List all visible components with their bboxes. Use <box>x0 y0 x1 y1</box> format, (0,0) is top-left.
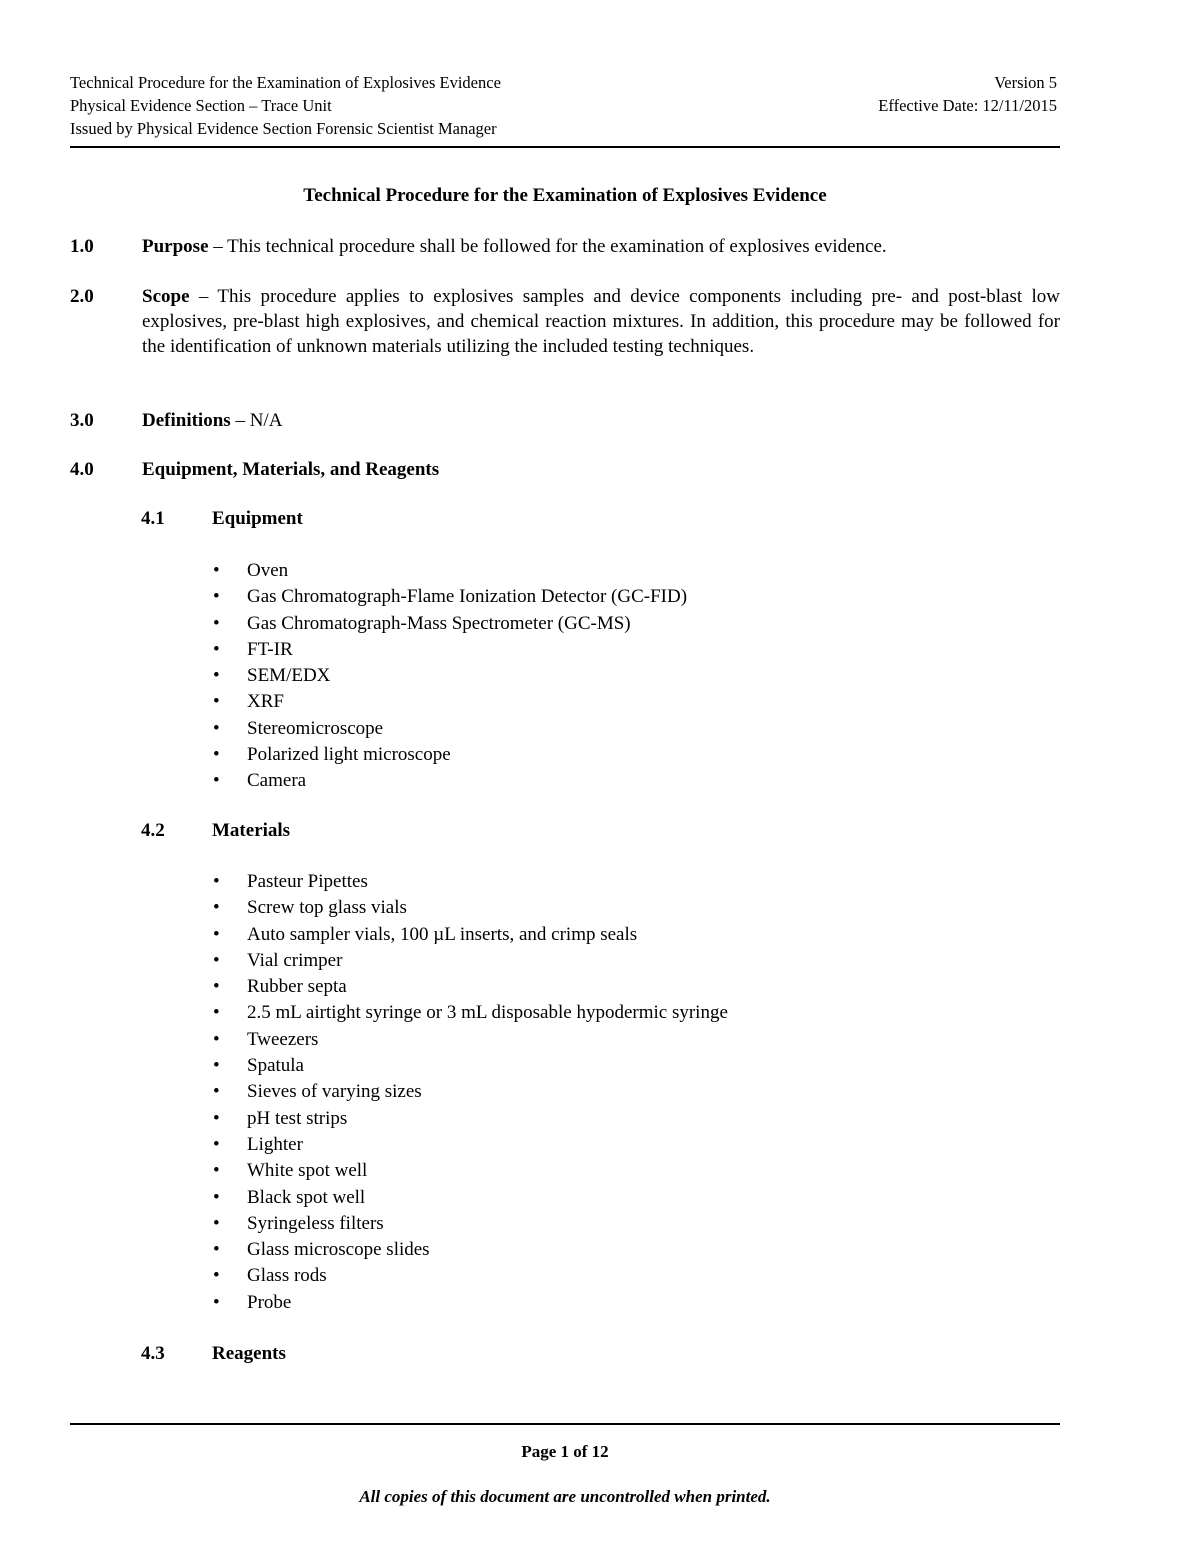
bullet-icon: • <box>213 923 220 945</box>
subsection-number: 4.1 <box>141 508 165 529</box>
list-item <box>213 1237 728 1263</box>
section-number: 4.0 <box>70 459 94 480</box>
section-definitions <box>70 408 1060 433</box>
bullet-icon: • <box>213 1028 220 1050</box>
list-item <box>213 1185 728 1211</box>
list-item <box>213 1132 728 1158</box>
subsection-number: 4.3 <box>141 1343 165 1364</box>
list-item <box>213 637 687 663</box>
section-purpose <box>70 234 1060 259</box>
list-item-text: Black spot well <box>247 1186 366 1208</box>
page-header <box>70 71 1060 140</box>
list-item-text: Auto sampler vials, 100 µL inserts, and crimp seals <box>247 923 638 945</box>
list-item-text: 2.5 mL airtight syringe or 3 mL disposable hypodermic syringe <box>247 1002 728 1024</box>
header-section: Physical Evidence Section – Trace Unit <box>70 96 332 115</box>
list-item <box>213 1263 728 1289</box>
bullet-icon: • <box>213 1239 220 1261</box>
list-item-text: Vial crimper <box>247 949 343 971</box>
list-item-text: Probe <box>247 1291 292 1313</box>
section-heading: Equipment, Materials, and Reagents <box>142 459 440 480</box>
list-item <box>213 558 687 584</box>
bullet-icon: • <box>213 949 220 971</box>
bullet-icon: • <box>213 744 220 766</box>
section-text: – This procedure applies to explosives samples and device components including pre- and post-blast low explosives, pre-blast high explosives, and chemical reaction mixtures. In addition, this procedure may be followed for the identification of unknown materials utilizing the included testing techniques. <box>142 286 1060 357</box>
section-text: – N/A <box>230 410 283 431</box>
list-item-text: Glass microscope slides <box>247 1239 430 1261</box>
bullet-icon: • <box>213 1160 220 1182</box>
list-item-text: Spatula <box>247 1055 304 1077</box>
list-item-text: Glass rods <box>247 1265 327 1287</box>
subsection-heading: Materials <box>212 820 291 841</box>
header-divider <box>70 146 1060 148</box>
section-heading: Scope <box>142 286 190 307</box>
list-item <box>213 1000 728 1026</box>
list-item <box>213 1027 728 1053</box>
list-item <box>213 895 728 921</box>
bullet-icon: • <box>213 1133 220 1155</box>
footer-divider <box>70 1423 1060 1425</box>
section-number: 3.0 <box>70 410 94 431</box>
subsection-materials <box>141 818 290 843</box>
subsection-equipment <box>141 506 303 531</box>
list-item-text: White spot well <box>247 1160 368 1182</box>
list-item-text: Polarized light microscope <box>247 744 451 766</box>
equipment-list <box>213 558 687 795</box>
list-item-text: Screw top glass vials <box>247 897 407 919</box>
list-item <box>213 1211 728 1237</box>
bullet-icon: • <box>213 976 220 998</box>
bullet-icon: • <box>213 1107 220 1129</box>
list-item-text: Tweezers <box>247 1028 319 1050</box>
list-item <box>213 1290 728 1316</box>
page-number: Page 1 of 12 <box>521 1442 609 1461</box>
section-scope <box>70 284 1060 359</box>
uncontrolled-copy-note: All copies of this document are uncontrolled when printed. <box>359 1487 771 1506</box>
list-item <box>213 1079 728 1105</box>
list-item-text: XRF <box>247 691 284 713</box>
list-item <box>213 742 687 768</box>
list-item <box>213 1158 728 1184</box>
bullet-icon: • <box>213 638 220 660</box>
bullet-icon: • <box>213 665 220 687</box>
header-version: Version 5 <box>994 73 1057 92</box>
header-effective-date: Effective Date: 12/11/2015 <box>878 96 1057 115</box>
list-item <box>213 768 687 794</box>
section-heading: Definitions <box>142 410 231 431</box>
list-item <box>213 611 687 637</box>
section-text: – This technical procedure shall be followed for the examination of explosives evidence. <box>208 236 887 257</box>
subsection-reagents <box>141 1341 286 1366</box>
bullet-icon: • <box>213 871 220 892</box>
list-item <box>213 689 687 715</box>
section-number: 2.0 <box>70 286 94 307</box>
list-item-text: Rubber septa <box>247 976 347 998</box>
header-issued-by: Issued by Physical Evidence Section Forensic Scientist Manager <box>70 119 497 138</box>
document-title: Technical Procedure for the Examination of Explosives Evidence <box>303 185 827 206</box>
subsection-heading: Reagents <box>212 1343 286 1364</box>
list-item-text: Sieves of varying sizes <box>247 1081 422 1103</box>
list-item-text: Camera <box>247 770 307 792</box>
bullet-icon: • <box>213 1186 220 1208</box>
header-doc-title: Technical Procedure for the Examination of Explosives Evidence <box>70 73 501 92</box>
list-item <box>213 584 687 610</box>
bullet-icon: • <box>213 897 220 919</box>
list-item-text: Stereomicroscope <box>247 717 384 739</box>
bullet-icon: • <box>213 1291 220 1313</box>
bullet-icon: • <box>213 1081 220 1103</box>
section-equipment-materials-reagents <box>70 457 1060 482</box>
list-item-text: Lighter <box>247 1133 303 1155</box>
bullet-icon: • <box>213 612 220 634</box>
list-item <box>213 974 728 1000</box>
list-item <box>213 922 728 948</box>
list-item <box>213 948 728 974</box>
list-item-text: Gas Chromatograph-Flame Ionization Detector (GC-FID) <box>247 586 688 608</box>
list-item-text: pH test strips <box>247 1107 348 1129</box>
bullet-icon: • <box>213 1055 220 1077</box>
list-item <box>213 663 687 689</box>
section-heading: Purpose <box>142 236 209 257</box>
bullet-icon: • <box>213 717 220 739</box>
list-item-text: Syringeless filters <box>247 1212 384 1234</box>
bullet-icon: • <box>213 560 220 581</box>
list-item <box>213 716 687 742</box>
bullet-icon: • <box>213 1002 220 1024</box>
subsection-number: 4.2 <box>141 820 165 841</box>
materials-list <box>213 869 728 1316</box>
list-item <box>213 1106 728 1132</box>
list-item-text: FT-IR <box>247 638 293 660</box>
list-item-text: Gas Chromatograph-Mass Spectrometer (GC-MS) <box>247 612 631 634</box>
list-item <box>213 869 728 895</box>
list-item-text: Oven <box>247 560 289 581</box>
list-item <box>213 1053 728 1079</box>
section-number: 1.0 <box>70 236 94 257</box>
bullet-icon: • <box>213 1212 220 1234</box>
bullet-icon: • <box>213 586 220 608</box>
bullet-icon: • <box>213 770 220 792</box>
bullet-icon: • <box>213 691 220 713</box>
list-item-text: SEM/EDX <box>247 665 331 687</box>
list-item-text: Pasteur Pipettes <box>247 871 368 892</box>
bullet-icon: • <box>213 1265 220 1287</box>
subsection-heading: Equipment <box>212 508 303 529</box>
